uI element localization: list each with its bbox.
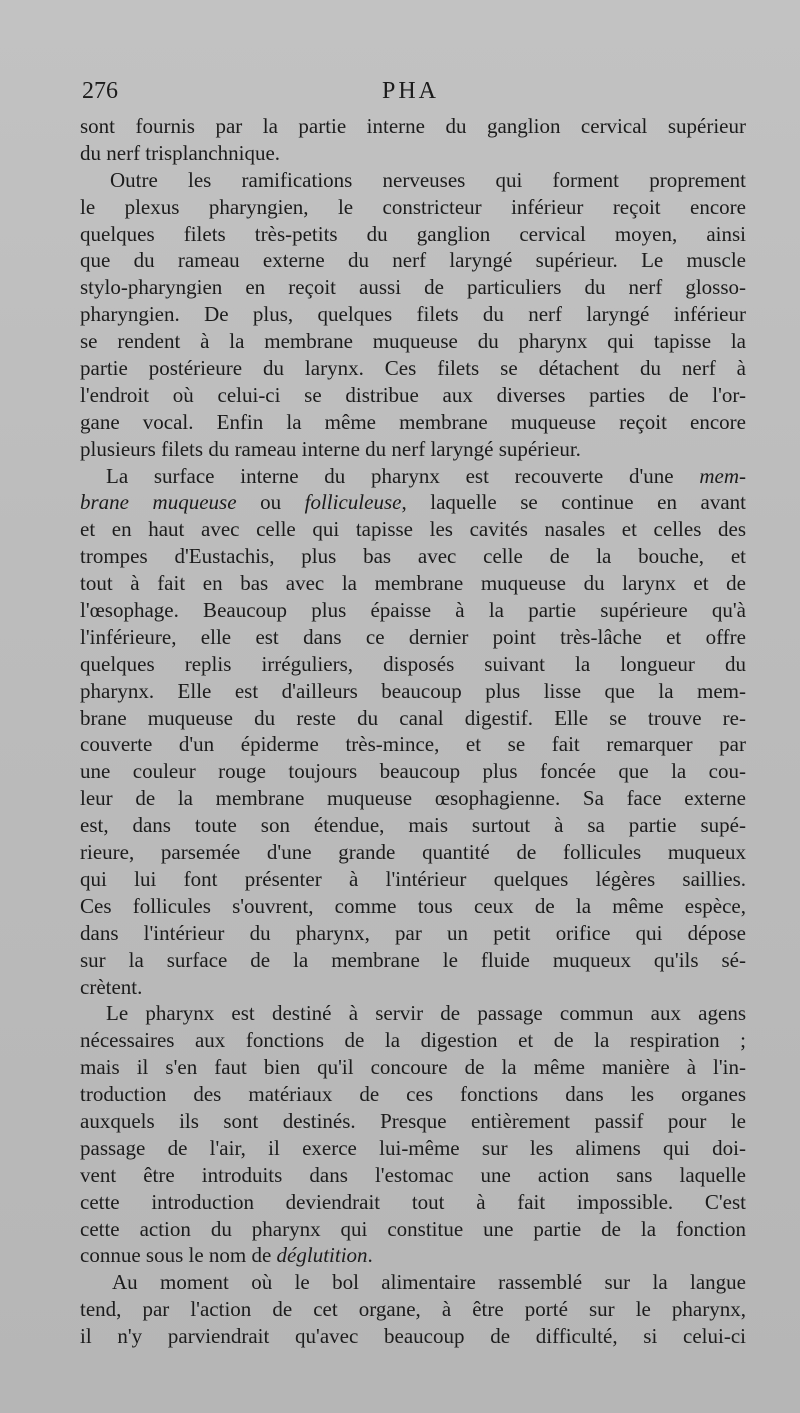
- text-line: nécessaires aux fonctions de la digestion et de la respiration ;: [80, 1028, 746, 1053]
- text-line: auxquels ils sont destinés. Presque entièrement passif pour le: [80, 1108, 746, 1133]
- text-line: pharynx. Elle est d'ailleurs beaucoup plus lisse que la mem-: [80, 678, 746, 703]
- page-number: 276: [82, 78, 118, 104]
- text-line: l'inférieure, elle est dans ce dernier point très-lâche et offre: [80, 624, 746, 649]
- text-line: crètent.: [80, 974, 143, 999]
- text-line: gane vocal. Enfin la même membrane muqueuse reçoit encore: [80, 409, 746, 434]
- text-line: sont fournis par la partie interne du ganglion cervical supérieur: [80, 114, 746, 138]
- text-line: couverte d'un épiderme très-mince, et se fait remarquer par: [80, 732, 746, 757]
- text-line: trompes d'Eustachis, plus bas avec celle de la bouche, et: [80, 544, 746, 569]
- text-line: leur de la membrane muqueuse œsophagienne. Sa face externe: [80, 786, 746, 811]
- italic-term: folliculeuse: [304, 490, 402, 515]
- running-head: PHA: [382, 78, 440, 104]
- text-line: une couleur rouge toujours beaucoup plus foncée que la cou-: [80, 759, 746, 784]
- text-line-with-italic: [80, 1242, 746, 1269]
- text-line: du nerf trisplanchnique.: [80, 140, 281, 165]
- text-segment: .: [367, 1243, 373, 1268]
- text-segment: La surface interne du pharynx est recouverte d'une: [106, 463, 700, 488]
- text-line: il n'y parviendrait qu'avec beaucoup de difficulté, si celui-ci: [80, 1324, 746, 1349]
- text-line-with-italic: [80, 489, 746, 516]
- text-line: pharyngien. De plus, quelques filets du nerf laryngé inférieur: [80, 302, 746, 327]
- text-line: cette action du pharynx qui constitue une partie de la fonction: [80, 1216, 746, 1241]
- text-line: sur la surface de la membrane le fluide muqueux qu'ils sé-: [80, 947, 746, 972]
- text-line: Ces follicules s'ouvrent, comme tous ceux de la même espèce,: [80, 893, 746, 918]
- text-line: rieure, parsemée d'une grande quantité de follicules muqueux: [80, 840, 746, 865]
- text-segment: , laquelle se continue en avant: [401, 490, 746, 515]
- text-line: brane muqueuse du reste du canal digestif. Elle se trouve re-: [80, 705, 746, 730]
- text-line: Au moment où le bol alimentaire rassemblé sur la langue: [112, 1270, 746, 1295]
- page-header: [82, 78, 742, 112]
- text-line: plusieurs filets du rameau interne du nerf laryngé supérieur.: [80, 436, 581, 461]
- text-line: est, dans toute son étendue, mais surtout à sa partie supé-: [80, 813, 746, 838]
- italic-term: mem-: [699, 463, 746, 488]
- body-text: [80, 113, 746, 1350]
- text-line: cette introduction deviendrait tout à fait impossible. C'est: [80, 1189, 746, 1214]
- italic-term: brane muqueuse: [80, 490, 237, 515]
- text-line: que du rameau externe du nerf laryngé supérieur. Le muscle: [80, 248, 746, 273]
- text-line: tout à fait en bas avec la membrane muqueuse du larynx et de: [80, 571, 746, 596]
- text-line: vent être introduits dans l'estomac une action sans laquelle: [80, 1162, 746, 1187]
- text-segment: connue sous le nom de: [80, 1243, 277, 1268]
- text-line: le plexus pharyngien, le constricteur inférieur reçoit encore: [80, 194, 746, 219]
- text-line: passage de l'air, il exerce lui-même sur les alimens qui doi-: [80, 1135, 746, 1160]
- text-line: partie postérieure du larynx. Ces filets se détachent du nerf à: [80, 356, 746, 381]
- text-line: qui lui font présenter à l'intérieur quelques légères saillies.: [80, 866, 746, 891]
- italic-term: déglutition: [276, 1243, 368, 1268]
- text-line: tend, par l'action de cet organe, à être porté sur le pharynx,: [80, 1297, 746, 1322]
- text-line: dans l'intérieur du pharynx, par un petit orifice qui dépose: [80, 920, 746, 945]
- text-line: troduction des matériaux de ces fonctions dans les organes: [80, 1082, 746, 1107]
- text-line: quelques filets très-petits du ganglion cervical moyen, ainsi: [80, 221, 746, 246]
- text-line: stylo-pharyngien en reçoit aussi de particuliers du nerf glosso-: [80, 275, 746, 300]
- text-line: se rendent à la membrane muqueuse du pharynx qui tapisse la: [80, 329, 746, 354]
- text-line: quelques replis irréguliers, disposés suivant la longueur du: [80, 651, 746, 676]
- text-line: l'endroit où celui-ci se distribue aux diverses parties de l'or-: [80, 382, 746, 407]
- text-line: mais il s'en faut bien qu'il concoure de la même manière à l'in-: [80, 1055, 746, 1080]
- text-segment: ou: [236, 490, 305, 515]
- text-line: Le pharynx est destiné à servir de passage commun aux agens: [106, 1001, 746, 1026]
- text-line-with-italic: [80, 463, 746, 490]
- text-line: l'œsophage. Beaucoup plus épaisse à la partie supérieure qu'à: [80, 598, 746, 623]
- text-line: et en haut avec celle qui tapisse les cavités nasales et celles des: [80, 517, 746, 542]
- text-line: Outre les ramifications nerveuses qui forment proprement: [110, 167, 746, 192]
